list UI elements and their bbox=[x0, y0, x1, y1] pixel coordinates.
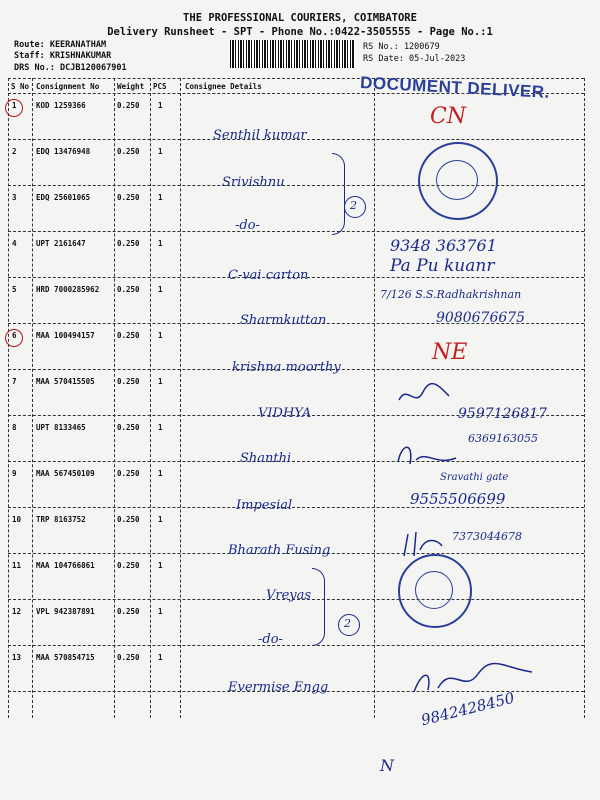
phone-number: 9555506699 bbox=[410, 490, 506, 508]
col-header-consignee: Consignee Details bbox=[185, 82, 262, 91]
row-sno: 12 bbox=[12, 607, 22, 616]
col-header-pcs: PCS bbox=[153, 82, 167, 91]
signature bbox=[398, 526, 448, 562]
cn-mark: CN bbox=[430, 104, 467, 129]
row-weight: 0.250 bbox=[117, 239, 140, 248]
count-two: 2 bbox=[344, 617, 351, 630]
runsheet-subtitle: Delivery Runsheet - SPT - Phone No.:0422-3505555 - Page No.:1 bbox=[107, 26, 493, 38]
row-circle-mark bbox=[5, 99, 23, 117]
row-divider bbox=[8, 231, 584, 232]
row-pcs: 1 bbox=[158, 423, 163, 432]
row-pcs: 1 bbox=[158, 239, 163, 248]
row-pcs: 1 bbox=[158, 377, 163, 386]
row-sno: 3 bbox=[12, 193, 17, 202]
phone-number: 7373044678 bbox=[452, 530, 522, 543]
col-divider bbox=[584, 78, 585, 718]
row-weight: 0.250 bbox=[117, 607, 140, 616]
consignee-name: Shanthi bbox=[240, 451, 292, 466]
phone-number: 9597126817 bbox=[458, 406, 548, 422]
phone-number: 9348 363761 bbox=[390, 236, 497, 255]
row-sno: 11 bbox=[12, 561, 22, 570]
row-sno: 9 bbox=[12, 469, 17, 478]
row-weight: 0.250 bbox=[117, 377, 140, 386]
rs-number: RS No.: 1200679 bbox=[363, 42, 440, 52]
row-consignment-no: EDQ 13476948 bbox=[36, 147, 91, 156]
document-delivered-stamp: DOCUMENT DELIVER. bbox=[359, 73, 551, 102]
col-header-sno: S No bbox=[11, 82, 30, 91]
row-consignment-no: TRP 8163752 bbox=[36, 515, 86, 524]
col-divider bbox=[374, 78, 375, 718]
address-note: 7/126 S.S.Radhakrishnan bbox=[380, 288, 522, 301]
col-divider bbox=[180, 78, 181, 718]
row-divider bbox=[8, 645, 584, 646]
row-divider bbox=[8, 461, 584, 462]
barcode bbox=[230, 40, 355, 68]
signature bbox=[408, 660, 538, 700]
row-pcs: 1 bbox=[158, 331, 163, 340]
row-pcs: 1 bbox=[158, 193, 163, 202]
consignee-name: -do- bbox=[235, 218, 260, 233]
table-top-border bbox=[8, 78, 584, 79]
row-pcs: 1 bbox=[158, 607, 163, 616]
row-weight: 0.250 bbox=[117, 101, 140, 110]
bottom-mark: N bbox=[380, 756, 394, 775]
row-weight: 0.250 bbox=[117, 331, 140, 340]
row-sno: 4 bbox=[12, 239, 17, 248]
row-sno: 5 bbox=[12, 285, 17, 294]
drs-number: DRS No.: DCJB120067901 bbox=[14, 63, 127, 73]
col-divider bbox=[114, 78, 115, 718]
row-sno: 1 bbox=[12, 101, 17, 110]
signature bbox=[392, 436, 462, 472]
row-consignment-no: VPL 942387891 bbox=[36, 607, 95, 616]
address-note: Sravathi gate bbox=[440, 472, 509, 483]
consignee-name: Senthil kumar bbox=[213, 128, 307, 143]
row-consignment-no: UPT 2161647 bbox=[36, 239, 86, 248]
route-label: Route: KEERANATHAM bbox=[14, 40, 107, 50]
row-sno: 10 bbox=[12, 515, 22, 524]
row-sno: 8 bbox=[12, 423, 17, 432]
row-sno: 2 bbox=[12, 147, 17, 156]
company-seal bbox=[398, 554, 472, 628]
consignee-name: Srivishnu bbox=[222, 175, 285, 190]
row-weight: 0.250 bbox=[117, 653, 140, 662]
company-title: THE PROFESSIONAL COURIERS, COIMBATORE bbox=[183, 12, 417, 24]
col-divider bbox=[150, 78, 151, 718]
row-consignment-no: MAA 100494157 bbox=[36, 331, 95, 340]
row-consignment-no: HRD 7000285962 bbox=[36, 285, 100, 294]
row-circle-mark bbox=[5, 329, 23, 347]
row-consignment-no: EDQ 25601065 bbox=[36, 193, 91, 202]
row-consignment-no: MAA 570854715 bbox=[36, 653, 95, 662]
row-sno: 13 bbox=[12, 653, 22, 662]
phone-number: 9842428450 bbox=[419, 688, 517, 730]
consignee-name: VIDHYA bbox=[258, 406, 312, 421]
ne-mark: NE bbox=[432, 340, 468, 365]
grouping-brace bbox=[332, 153, 345, 235]
row-consignment-no: UPT 8133465 bbox=[36, 423, 86, 432]
consignee-name: Vreyas bbox=[266, 588, 312, 603]
rs-date: RS Date: 05-Jul-2023 bbox=[363, 54, 466, 64]
phone-number: 6369163055 bbox=[468, 432, 538, 445]
row-pcs: 1 bbox=[158, 653, 163, 662]
consignee-name: Evermise Engg bbox=[228, 680, 329, 695]
row-sno: 6 bbox=[12, 331, 17, 340]
consignee-name: Impesial bbox=[236, 498, 293, 513]
row-weight: 0.250 bbox=[117, 147, 140, 156]
consignee-name: Sharmkuttan bbox=[240, 313, 327, 328]
row-weight: 0.250 bbox=[117, 285, 140, 294]
row-pcs: 1 bbox=[158, 515, 163, 524]
row-pcs: 1 bbox=[158, 101, 163, 110]
consignee-name: C-vai carton bbox=[228, 268, 309, 283]
row-pcs: 1 bbox=[158, 561, 163, 570]
consignee-name: -do- bbox=[258, 632, 283, 647]
signature bbox=[395, 380, 455, 410]
col-header-weight: Weight bbox=[117, 82, 145, 91]
row-weight: 0.250 bbox=[117, 469, 140, 478]
company-seal bbox=[418, 142, 498, 220]
row-weight: 0.250 bbox=[117, 423, 140, 432]
consignee-name: Bharath Fusing bbox=[228, 543, 331, 558]
row-consignment-no: MAA 570415505 bbox=[36, 377, 95, 386]
phone-number: 9080676675 bbox=[436, 310, 526, 326]
row-pcs: 1 bbox=[158, 285, 163, 294]
row-consignment-no: MAA 104766861 bbox=[36, 561, 95, 570]
consignee-name: krishna moorthy bbox=[232, 360, 341, 375]
col-divider bbox=[8, 78, 9, 718]
col-header-consignment: Consignment No bbox=[36, 82, 100, 91]
row-pcs: 1 bbox=[158, 147, 163, 156]
grouping-brace bbox=[312, 568, 325, 646]
count-two: 2 bbox=[350, 199, 357, 212]
row-weight: 0.250 bbox=[117, 193, 140, 202]
staff-label: Staff: KRISHNAKUMAR bbox=[14, 51, 112, 61]
row-sno: 7 bbox=[12, 377, 17, 386]
row-consignment-no: KOD 1259366 bbox=[36, 101, 86, 110]
receiver-name: Pa Pu kuanr bbox=[390, 256, 495, 276]
row-pcs: 1 bbox=[158, 469, 163, 478]
row-consignment-no: MAA 567450109 bbox=[36, 469, 95, 478]
row-weight: 0.250 bbox=[117, 515, 140, 524]
col-divider bbox=[32, 78, 33, 718]
row-weight: 0.250 bbox=[117, 561, 140, 570]
